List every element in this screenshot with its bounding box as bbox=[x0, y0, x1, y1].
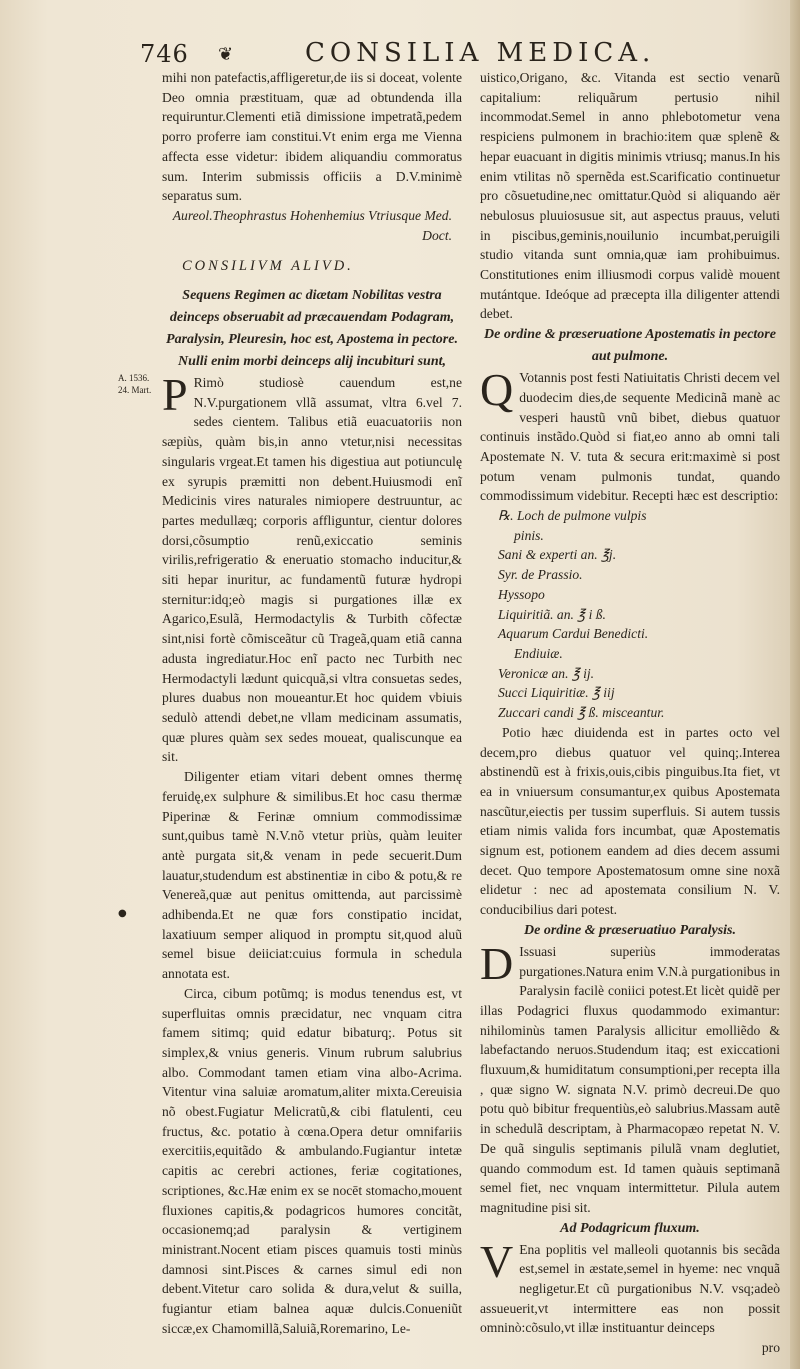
right-column bbox=[480, 68, 780, 1358]
recipe-line: ℞. Loch de pulmone vulpis bbox=[498, 508, 647, 524]
paragraph-3: Circa, cibum potũmq; is modus tenendus est, vt superfluitas omnis præcidatur, nec vnquam citra famem sitimq; quid edatur bibaturq;. Potus sit simplex,& vnius generis. Vinum rubrum salubrius albo. Commodant tamen etiam vina albo-Acrima. Vitentur vina saluiæ aromatum,aliter mixta.Cereuisia nõ obest.Fugiatur Melicratũ,& cibi flatulenti, ceu fructus, &c. potatio à cœna.Opera detur omnifariis exercitiis,equitãdo & ambulando.Fugiantur intetæ capitis ac cerebri actiones, feriæ cogitationes, scriptiones, &c.Hæ enim ex se nocēt stomacho,mouent fluxiones capitis,& podagricos humores concitãt, occasionemq;ad paralysin & vertiginem ministrant.Nocent etiam pisces quamuis tosti minùs damnosi sint.Pisces & carnes simul edi non debent.Vitetur caro solida & dura,velut & suilla, fugiantur etiam balnea aquæ dulcis.Conueniũt siccæ,ex Chamomillã,Saluiã,Roremarino, Le- bbox=[162, 985, 462, 1336]
section-title: CONSILIVM ALIVD. bbox=[182, 258, 354, 275]
podagra-heading: Ad Podagricum fluxum. bbox=[560, 1220, 700, 1236]
recipe-line: Veronicæ an. ℥ ij. bbox=[498, 665, 595, 681]
right-paragraph-2 bbox=[480, 364, 780, 506]
page-number: 746 bbox=[140, 40, 189, 68]
margin-bullet-icon: ● bbox=[118, 908, 127, 919]
right-paragraph-4 bbox=[480, 937, 780, 1218]
right-paragraph-5-text: Ena poplitis vel malleoli quotannis bis secãda est,semel in æstate,semel in hyeme: nec vnquã negligetur.Et cũ purgationibus N.V. vsq;adeò assueuerit,vt intermittere eas non possit omninò:cõsulo,vt illæ instituantur deinceps bbox=[480, 1241, 780, 1336]
right-paragraph-3: Potio hæc diuidenda est in partes octo vel decem,pro diebus quatuor vel quinq;.Interea abstinendũ est à frixis,ouis,cibis pinguibus.Ita fiet, vt ea in vniuersum consumantur,ex quibus Apostemata nascũtur,eiectis per tussim superfluis. Si autem tussis etiam nimis valida fors incumbat, quæ Apostematis signum est, potionem eandem ad dies decem assumi decet. Quo tempore Apostematosum omne sine noxã elidetur : nec ad apostemata consilium N. V. conducibilius dari potest. bbox=[480, 724, 780, 918]
drop-cap: Q bbox=[480, 364, 514, 416]
recipe-line: Zuccari candi ℥ ß. misceantur. bbox=[498, 705, 665, 721]
recipe-line: Hyssopo bbox=[498, 586, 545, 602]
recipe-line: Aquarum Cardui Benedicti. bbox=[498, 626, 649, 642]
recipe-line: Liquiritiã. an. ℥ i ß. bbox=[498, 606, 606, 622]
left-column bbox=[162, 68, 462, 1338]
right-paragraph-2-text: Votannis post festi Natiuitatis Christi decem vel duodecim dies,de sequente Medicinã manè ac vesperi haustũ vnũ bibet, diebus quatuor continuis instãdo.Quòd si fiat,eo anno ab omni tali Apostemate N. V. tuta & secura erit:maximè si post potum venam pulmonis tundat, quando commodissimum videbitur. Recepti hæc est descriptio: bbox=[480, 370, 780, 504]
recipe-block bbox=[480, 506, 780, 723]
right-paragraph-4-text: Issuasi superiùs immoderatas purgationes.Natura enim V.N.à purgationibus in Paralysin facilè coniici potest.Et licèt quidẽ per illas Podagrici fluxus quodammodo eximantur: nihilominùs tamen Paralysis allicitur emolliẽdo & labefactando neruos.Studendum itaq; est exiccationi fluxuum,& humiditatum consumptioni,per recepta illa , quæ signo W. signata N.V. primò decreui.De quo potu quò bibitur frequentiùs,eò salubrius.Massam autẽ in schedulã descriptam, à Pharmacopæo repetat N. V. De quã singulis septimanis pilulã vnam deglutiet, quando commodum est. Id tamen quàuis septimanã semel fiet, nec vnquam intermittetur. Pilula autem magnitudine pisi sit. bbox=[480, 943, 780, 1215]
recipe-symbol: ℞. bbox=[498, 508, 514, 524]
apostema-heading: De ordine & præseruatione Apostematis in pectore aut pulmone. bbox=[484, 327, 776, 365]
regimen-heading: Sequens Regimen ac diætam Nobilitas vestra deinceps obseruabit ad præcauendam Podagram, Paralysin, Pleuresin, hoc est, Apostema in pectore. Nulli enim morbi deinceps alij incubituri sunt, bbox=[166, 288, 458, 370]
intro-paragraph: mihi non patefactis,affligeretur,de iis si doceat, volente Deo omnia præstituam, quæ ad obtundenda illa requiruntur.Clementi etiã dimissione impetratã,pedem porro proferre iam constitui.Vt enim erga me Vienna affecta esse videtur: ibidem aliquandiu commoratus sum. Interim submissis officiis a D.V.minimè separatus sum. bbox=[162, 70, 462, 204]
margin-note: A. 1536. 24. Mart. bbox=[118, 373, 152, 395]
recipe-line: Endiuiæ. bbox=[514, 645, 563, 661]
signature: Aureol.Theophrastus Hohenhemius Vtriusque Med. Doct. bbox=[172, 207, 452, 243]
recipe-line: pinis. bbox=[514, 527, 544, 543]
running-header bbox=[140, 38, 770, 72]
drop-cap: V bbox=[480, 1235, 514, 1287]
paragraph-1 bbox=[162, 369, 462, 767]
right-paragraph-5 bbox=[480, 1235, 780, 1339]
paragraph-1-text: Rimò studiosè cauendum est,ne N.V.purgationem vllã assumat, vltra 6.vel 7. sedes cientem. Talibus etiã euacuatoriis non sæpiùs, quàm bis,in anno vtetur,nisi necessitas singularis vrgeat.Et tamen his digestiua aut potiunculę ex syrupis præmitti non debent.Huiusmodi enĩ Medicinis vires naturales nimiopere destruuntur, ac partes medullæq; corporis affliguntur, cientur dolores dorsi,cõsumptio renũ,exiccatio seminis virilis,refrigeratio & eneruatio stomacho inducitur,& siti hepar inuritur, ac fundamentũ futuræ hydropi sternitur:idq;eò magis si purgationes illæ ex Agarico,Esulã, Hermodactylis & Turbith cõfectæ sint,nisi fortè cõmisceãtur cũ Trageã,quam etiã canna adusta ingrediatur.Hoc enĩ pacto nec Turbith nec Hermodactyli lædunt quicquã,si vltra consuetas sedes, plures duabus non moueantur.Et hoc quidem vbiuis sedulò attendi debet,ne vllam medicinam assumatis, quæ plures quàm sex sedes moueat, qualiscunque ea sit. bbox=[162, 375, 462, 765]
paralysis-heading: De ordine & præseruatiuo Paralysis. bbox=[524, 922, 736, 938]
catchword: pro bbox=[761, 1340, 780, 1356]
recipe-line: Succi Liquiritiæ. ℥ iij bbox=[498, 685, 615, 701]
drop-cap: D bbox=[480, 937, 514, 989]
recipe-line: Sani & experti an. ℥j. bbox=[498, 547, 617, 563]
ornament-icon: ❦ bbox=[218, 44, 234, 65]
recipe-line: Syr. de Prassio. bbox=[498, 567, 583, 583]
paragraph-2: Diligenter etiam vitari debent omnes thermę feruidę,ex sulphure & similibus.Et hoc casu thermæ Piperinæ & Ferinæ omnium commodissimæ sunt,quibus tamè N.V.nõ vtetur priùs, quàm leuiter antè purgata sit,& venam in pede secuerit.Dum lauatur,studendum est abstinentiæ in cibo & potu,& re Venereã,quæ aut penitus omittenda, aut parcissimè adhibenda.Et ne quæ fors constipatio incidat, laxatiuum semper aliquod in promptu sit,quod aluũ semel bisue deiiciat:cuius formula in schedula annotata est. bbox=[162, 769, 462, 982]
page-edge bbox=[790, 0, 800, 1369]
right-paragraph-1: uistico,Origano, &c. Vitanda est sectio venarũ capitalium: reliquãrum pertusio nihil incommodat.Semel in anno phlebotometur vena respiciens pulmonem in brachio:item quæ splenẽ & hepar euacuant in digitis minimis vtriusq; manus.In his enim vtilitas nõ spernẽda est.Scarificatio continuetur pro cõsuetudine,nec omittatur.Quòd si aliquando aër nebulosus pluuiosusue sit, aut aspectus prauus, veluti in piscibus,geminis,nouilunio incumbat,peruigili studio vitanda sunt omnia,quæ iam prohibuimus. Constitutiones enim illiusmodi corpus validè mouent mutántque. Ideóque ad præcepta illa diligenter attendi debet. bbox=[480, 70, 780, 322]
drop-cap: P bbox=[162, 369, 188, 421]
running-title: CONSILIA MEDICA. bbox=[305, 38, 656, 68]
